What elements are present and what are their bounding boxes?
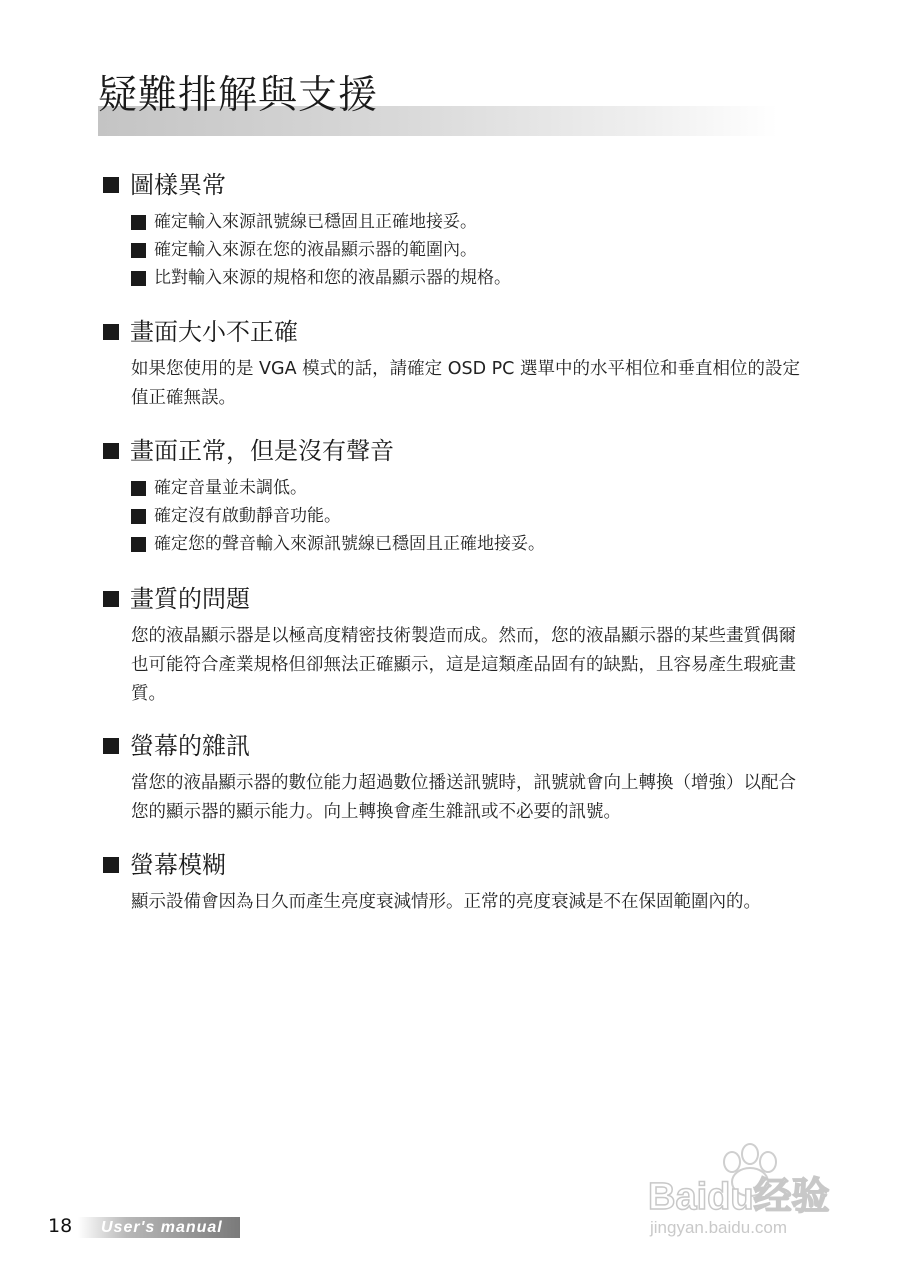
square-bullet-icon — [103, 177, 119, 193]
square-bullet-icon — [103, 591, 119, 607]
square-bullet-icon — [103, 738, 119, 754]
square-bullet-icon — [131, 243, 146, 258]
bullet-list — [131, 208, 803, 292]
list-item: 確定沒有啟動靜音功能。 — [131, 502, 803, 530]
section-screen-noise — [103, 731, 803, 827]
section-image-quality — [103, 584, 803, 709]
section-heading: 畫面大小不正確 — [103, 317, 803, 347]
section-heading: 螢幕模糊 — [103, 850, 803, 880]
page-number: 18 — [48, 1215, 73, 1237]
section-heading: 螢幕的雜訊 — [103, 731, 803, 761]
square-bullet-icon — [131, 215, 146, 230]
square-bullet-icon — [131, 509, 146, 524]
list-item: 確定輸入來源訊號線已穩固且正確地接妥。 — [131, 208, 803, 236]
section-screen-blur — [103, 850, 803, 917]
square-bullet-icon — [103, 324, 119, 340]
square-bullet-icon — [131, 271, 146, 286]
list-item: 比對輸入來源的規格和您的液晶顯示器的規格。 — [131, 264, 803, 292]
section-heading: 圖樣異常 — [103, 170, 803, 200]
section-heading: 畫質的問題 — [103, 584, 803, 614]
section-no-sound — [103, 436, 803, 558]
square-bullet-icon — [103, 443, 119, 459]
footer-label: User's manual — [101, 1219, 223, 1236]
section-paragraph: 當您的液晶顯示器的數位能力超過數位播送訊號時，訊號就會向上轉換（增強）以配合您的顯示器的顯示能力。向上轉換會產生雜訊或不必要的訊號。 — [131, 773, 796, 822]
square-bullet-icon — [131, 481, 146, 496]
section-paragraph: 顯示設備會因為日久而產生亮度衰減情形。正常的亮度衰減是不在保固範圍內的。 — [131, 892, 761, 912]
watermark-brand: Baidu经验 — [648, 1176, 830, 1218]
section-paragraph: 如果您使用的是 VGA 模式的話，請確定 OSD PC 選單中的水平相位和垂直相位的設定值正確無誤。 — [131, 359, 800, 408]
list-item: 確定音量並未調低。 — [131, 474, 803, 502]
watermark-url: jingyan.baidu.com — [650, 1218, 788, 1237]
section-screen-size — [103, 317, 803, 413]
square-bullet-icon — [131, 537, 146, 552]
list-item: 確定輸入來源在您的液晶顯示器的範圍內。 — [131, 236, 803, 264]
section-pattern-abnormal — [103, 170, 803, 292]
section-paragraph: 您的液晶顯示器是以極高度精密技術製造而成。然而，您的液晶顯示器的某些畫質偶爾也可能符合產業規格但卻無法正確顯示，這是這類產品固有的缺點，且容易產生瑕疵畫質。 — [131, 626, 796, 704]
section-heading: 畫面正常，但是沒有聲音 — [103, 436, 803, 466]
page-title: 疑難排解與支援 — [98, 73, 379, 118]
bullet-list — [131, 474, 803, 558]
list-item: 確定您的聲音輸入來源訊號線已穩固且正確地接妥。 — [131, 530, 803, 558]
square-bullet-icon — [103, 857, 119, 873]
